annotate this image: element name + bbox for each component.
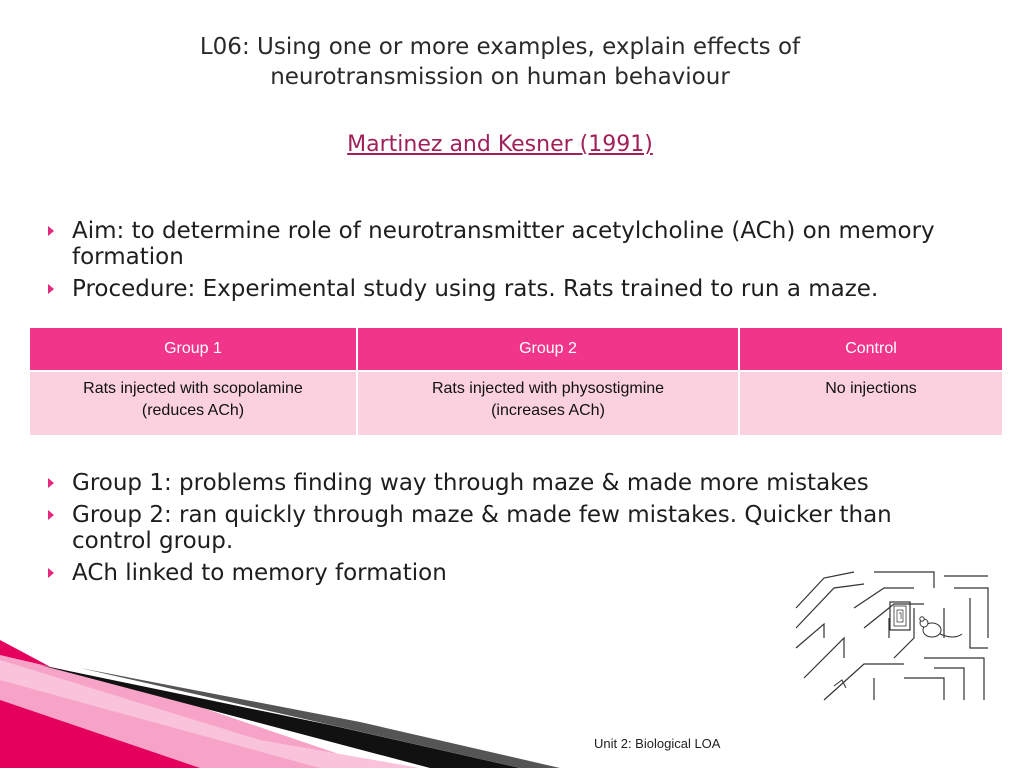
bullet-procedure	[46, 276, 976, 302]
cell-group-1	[29, 371, 357, 436]
triangle-bullet-icon	[48, 510, 54, 520]
bullet-text: Group 2: ran quickly through maze & made few mistakes. Quicker than control group.	[72, 502, 892, 554]
header-group-1: Group 1	[29, 327, 357, 371]
slide-footer: Unit 2: Biological LOA	[594, 736, 721, 751]
groups-table	[28, 326, 1004, 437]
triangle-bullet-icon	[48, 568, 54, 578]
bullet-text: Procedure: Experimental study using rats. Rats trained to run a maze.	[72, 276, 879, 302]
cell-line: (increases ACh)	[491, 402, 605, 419]
cell-line: No injections	[825, 380, 917, 397]
cell-line: Rats injected with physostigmine	[431, 380, 665, 397]
bullet-aim	[46, 218, 976, 270]
triangle-bullet-icon	[48, 478, 54, 488]
bullet-text: ACh linked to memory formation	[72, 560, 447, 586]
cell-control	[739, 371, 1003, 436]
title-line-1: L06: Using one or more examples, explain effects of	[199, 34, 801, 60]
table-row	[29, 371, 1003, 436]
title-line-2: neurotransmission on human behaviour	[270, 64, 730, 90]
bullet-text: Group 1: problems finding way through maze & made more mistakes	[72, 470, 869, 496]
triangle-bullet-icon	[48, 284, 54, 294]
cell-group-2	[357, 371, 739, 436]
header-control: Control	[739, 327, 1003, 371]
cell-line: Rats injected with scopolamine	[83, 380, 303, 397]
bullet-group-1	[46, 470, 926, 496]
top-bullet-list	[46, 218, 976, 308]
study-citation: Martinez and Kesner (1991)	[347, 132, 653, 157]
cell-line: (reduces ACh)	[141, 402, 245, 419]
triangle-bullet-icon	[48, 226, 54, 236]
bullet-group-2	[46, 502, 926, 554]
header-group-2: Group 2	[357, 327, 739, 371]
maze-rat-cartoon	[794, 568, 990, 702]
table-header-row	[29, 327, 1003, 371]
slide-title	[120, 32, 880, 92]
bullet-text: Aim: to determine role of neurotransmitter acetylcholine (ACh) on memory formation	[72, 218, 935, 270]
